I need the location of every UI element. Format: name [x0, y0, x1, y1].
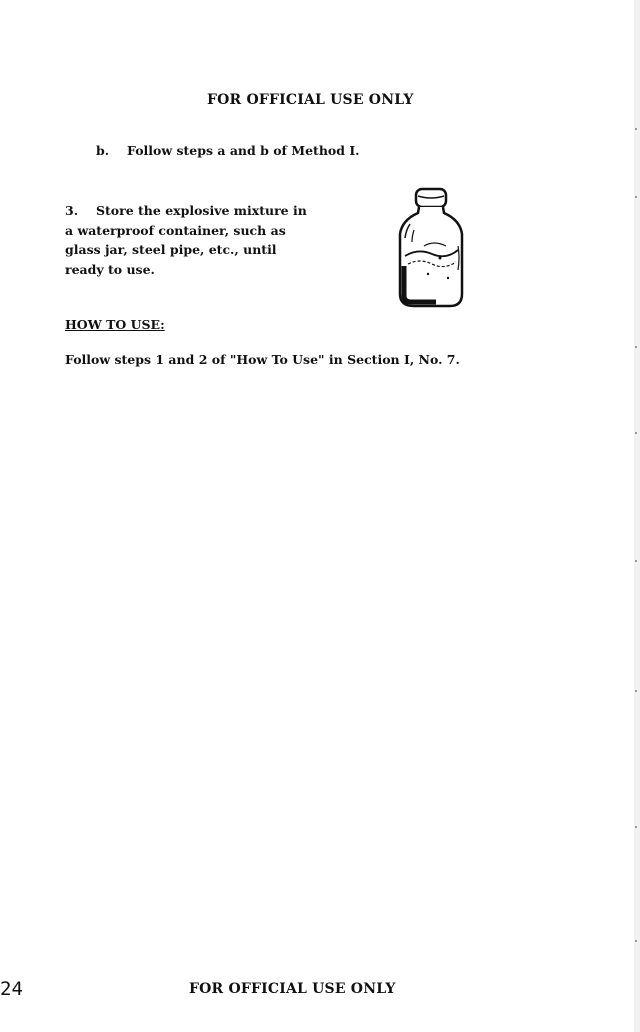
footer-classification: FOR OFFICIAL USE ONLY — [189, 981, 396, 997]
step-3-text: Store the explosive mixture in — [96, 203, 307, 218]
scan-mark — [635, 560, 637, 562]
step-3-line — [65, 201, 325, 221]
step-3-line: glass jar, steel pipe, etc., until — [65, 242, 277, 257]
scan-mark — [635, 346, 637, 348]
glass-jar-icon — [388, 186, 472, 310]
step-3 — [65, 201, 325, 279]
scan-mark — [635, 690, 637, 692]
step-3-line: ready to use. — [65, 261, 155, 277]
step-3-line: a waterproof container, such as — [65, 222, 286, 238]
scan-mark — [635, 128, 637, 130]
scan-mark — [635, 940, 637, 942]
step-b-label: b. — [96, 143, 110, 158]
step-3-label: 3. — [65, 203, 79, 218]
step-b — [96, 143, 360, 158]
how-to-use-heading: HOW TO USE: — [65, 317, 165, 332]
page-number: 24 — [0, 978, 23, 1000]
header-classification: FOR OFFICIAL USE ONLY — [207, 92, 414, 108]
page-edge — [634, 0, 640, 1032]
scan-mark — [635, 196, 637, 198]
how-to-use-text: Follow steps 1 and 2 of "How To Use" in Section I, No. 7. — [65, 352, 460, 367]
scan-mark — [635, 432, 637, 434]
scan-mark — [635, 826, 637, 828]
step-b-text: Follow steps a and b of Method I. — [127, 143, 360, 158]
